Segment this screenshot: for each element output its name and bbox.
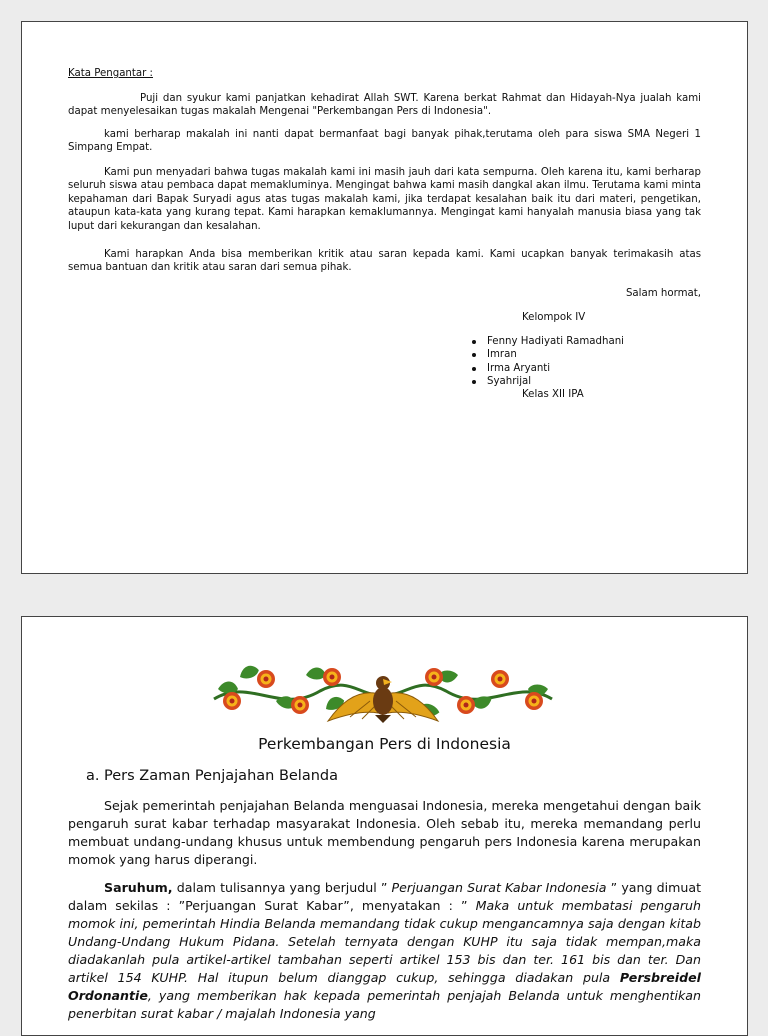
quote-text-continued: , yang memberikan hak kepada pemerintah penjajah Belanda untuk menghentikan penerbitan surat kabar / majalah Indonesia yang — [68, 988, 701, 1021]
member-list — [469, 335, 699, 389]
body-paragraph-2 — [68, 879, 701, 1023]
quote-text: Maka untuk membatasi pengaruh momok ini, pemerintah Hindia Belanda memandang tidak cukup mengancamnya saja dengan kitab Undang-Undang Hukum Pidana. Setelah ternyata dengan KUHP itu saja tidak mempan,maka diadakanlah pula artikel-artikel tambahan seperti artikel 153 bis dan ter. 161 bis dan ter. Dan artikel 154 KUHP. Hal itupun belum dianggap cukup, sehingga diadakan pula — [68, 898, 702, 985]
preface-paragraph-2: kami berharap makalah ini nanti dapat bermanfaat bagi banyak pihak,terutama oleh para siswa SMA Negeri 1 Simpang Empat. — [68, 129, 701, 154]
body-paragraph-1: Sejak pemerintah penjajahan Belanda menguasai Indonesia, mereka mengetahui dengan baik pengaruh surat kabar terhadap masyarakat Indonesia. Oleh sebab itu, mereka memandang perlu membuat undang-undang khusus untuk membendung pengaruh pers Indonesia karena merupakan momok yang harus diperangi. — [68, 798, 701, 867]
work-title: Perjuangan Surat Kabar Indonesia — [391, 880, 607, 895]
preface-heading: Kata Pengantar : — [68, 68, 153, 79]
list-item: Imran — [469, 348, 699, 361]
preface-paragraph-1: Puji dan syukur kami panjatkan kehadirat Allah SWT. Karena berkat Rahmat dan Hidayah-Nya jualah kami dapat menyelesaikan tugas makalah Mengenai "Perkembangan Pers di Indonesia". — [68, 93, 701, 118]
preface-paragraph-3: Kami pun menyadari bahwa tugas makalah kami ini masih jauh dari kata sempurna. Oleh karena itu, kami berharap seluruh siswa atau pembaca dapat memakluminya. Mengingat bahwa kami masih dangkal akan ilmu. Terutama kami minta kepahaman dari Bapak Suryadi agus atas tugas makalah kami, jika terdapat kesalahan baik itu dari materi, pengetikan, ataupun kata-kata yang kurang tepat. Kami harapkan kemaklumannya. Mengingat kami hanyalah manusia biasa yang tak luput dari kekurangan dan kesalahan. — [68, 167, 701, 232]
list-item: Fenny Hadiyati Ramadhani — [469, 335, 699, 348]
section-heading — [86, 766, 338, 786]
list-item: Syahrijal — [469, 375, 699, 388]
page-2 — [21, 616, 748, 1036]
class-label: Kelas XII IPA — [522, 389, 584, 400]
text-span: dalam tulisannya yang berjudul ” — [172, 880, 392, 895]
document-title: Perkembangan Pers di Indonesia — [258, 735, 511, 753]
section-number: a. — [86, 768, 100, 784]
preface-paragraph-4: Kami harapkan Anda bisa memberikan kritik atau saran kepada kami. Kami ucapkan banyak terimakasih atas semua bantuan dan kritik atau saran dari semua pihak. — [68, 249, 701, 274]
author-name: Saruhum, — [104, 880, 173, 895]
page-1 — [21, 21, 748, 574]
list-item: Irma Aryanti — [469, 362, 699, 375]
group-name: Kelompok IV — [522, 312, 586, 323]
text-span: ” yang dimuat dalam sekilas : ”Perjuangan Surat Kabar”, menyatakan : ” — [68, 880, 702, 913]
section-title: Pers Zaman Penjajahan Belanda — [104, 768, 339, 784]
ordonantie-term: Persbreidel Ordonantie — [68, 970, 701, 1003]
garuda-ornament-icon — [210, 657, 556, 725]
closing-salutation: Salam hormat, — [625, 288, 701, 299]
